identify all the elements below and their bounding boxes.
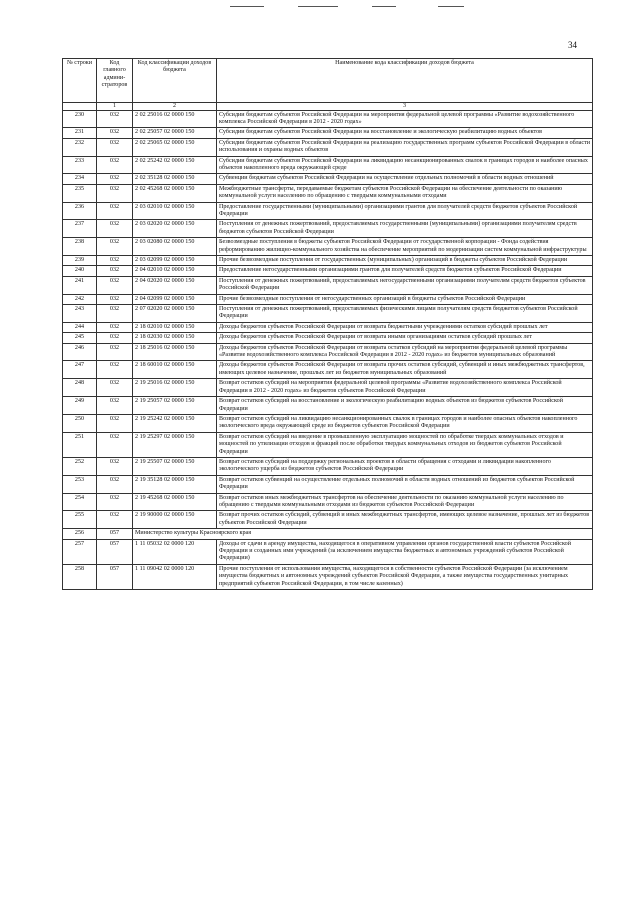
ministry-name: Министерство культуры Красноярского края (133, 529, 593, 539)
column-number (63, 103, 97, 111)
admin-code: 032 (97, 361, 133, 379)
code-name: Предоставление негосударственными организациями грантов для получателей средств бюджетов субъектов Российской Федерации (217, 266, 593, 276)
row-number: 255 (63, 511, 97, 529)
admin-code: 032 (97, 174, 133, 184)
revenue-classification-table (62, 58, 593, 590)
admin-code: 032 (97, 110, 133, 128)
top-rule (230, 6, 264, 7)
table-row (63, 256, 593, 266)
code-name: Возврат остатков иных межбюджетных трансфертов на обеспечение деятельности по оказанию коммунальной услуги населению по обращению с твердыми коммунальными отходами из бюджетов субъектов Российской Федерации (217, 493, 593, 511)
code-name: Субсидии бюджетам субъектов Российской Федерации на ликвидацию несанкционированных свалок в границах городов и наиболее опасных объектов накопленного вреда окружающей среде (217, 156, 593, 174)
row-number: 235 (63, 184, 97, 202)
top-rule (372, 6, 396, 7)
classification-code: 2 04 02020 02 0000 150 (133, 276, 217, 294)
table-row (63, 457, 593, 475)
code-name: Возврат остатков субвенций на осуществление отдельных полномочий в области водных отношений из бюджетов субъектов Российской Федерации (217, 475, 593, 493)
table-row (63, 322, 593, 332)
classification-code: 2 19 25057 02 0000 150 (133, 397, 217, 415)
code-name: Безвозмездные поступления в бюджеты субъектов Российской Федерации от государственной корпорации - Фонда содействия реформированию жилищно-коммунального хозяйства на обеспечение мероприятий по модернизации систем коммунальной инфраструктуры (217, 238, 593, 256)
admin-code: 032 (97, 294, 133, 304)
row-number: 249 (63, 397, 97, 415)
classification-code: 2 03 02099 02 0000 150 (133, 256, 217, 266)
code-name: Предоставление государственными (муниципальными) организациями грантов для получателей средств бюджетов субъектов Российской Федерации (217, 202, 593, 220)
code-name: Прочие безвозмездные поступления от государственных (муниципальных) организаций в бюджеты субъектов Российской Федерации (217, 256, 593, 266)
table-row (63, 361, 593, 379)
table-row (63, 475, 593, 493)
admin-code: 032 (97, 184, 133, 202)
classification-code: 2 07 02020 02 0000 150 (133, 305, 217, 323)
row-number: 237 (63, 220, 97, 238)
code-name: Возврат прочих остатков субсидий, субвенций и иных межбюджетных трансфертов, имеющих целевое назначение, прошлых лет из бюджетов субъектов Российской Федерации (217, 511, 593, 529)
admin-code: 032 (97, 493, 133, 511)
classification-code: 2 19 45268 02 0000 150 (133, 493, 217, 511)
row-number: 230 (63, 110, 97, 128)
classification-code: 2 19 90000 02 0000 150 (133, 511, 217, 529)
classification-code: 2 03 02080 02 0000 150 (133, 238, 217, 256)
classification-code: 1 11 09042 02 0000 120 (133, 564, 217, 589)
table-row (63, 564, 593, 589)
row-number: 231 (63, 128, 97, 138)
admin-code: 057 (97, 529, 133, 539)
row-number: 252 (63, 457, 97, 475)
table-row (63, 493, 593, 511)
row-number: 256 (63, 529, 97, 539)
admin-code: 032 (97, 379, 133, 397)
code-name: Прочие поступления от использования имущества, находящегося в собственности субъектов Российской Федерации (за исключением имущества бюджетных и автономных учреждений субъектов Российской Федерации, а также имущества государственных унитарных предприятий субъектов Российской Федерации, в том числе казенных) (217, 564, 593, 589)
code-name: Субсидии бюджетам субъектов Российской Федерации на мероприятия федеральной целевой программы «Развитие водохозяйственного комплекса Российской Федерации в 2012 - 2020 годах» (217, 110, 593, 128)
row-number: 257 (63, 539, 97, 564)
classification-code: 2 19 25507 02 0000 150 (133, 457, 217, 475)
admin-code: 032 (97, 432, 133, 457)
table-row (63, 397, 593, 415)
row-number: 236 (63, 202, 97, 220)
admin-code: 032 (97, 414, 133, 432)
ministry-row (63, 529, 593, 539)
table-row (63, 333, 593, 343)
admin-code: 032 (97, 256, 133, 266)
table-row (63, 305, 593, 323)
table-row (63, 266, 593, 276)
header-admin-code: Код главного админи-страторов (97, 59, 133, 103)
classification-code: 2 19 25297 02 0000 150 (133, 432, 217, 457)
admin-code: 032 (97, 220, 133, 238)
row-number: 250 (63, 414, 97, 432)
column-number: 3 (217, 103, 593, 111)
classification-code: 2 04 02010 02 0000 150 (133, 266, 217, 276)
admin-code: 032 (97, 475, 133, 493)
classification-code: 2 18 60010 02 0000 150 (133, 361, 217, 379)
classification-code: 2 02 25065 02 0000 150 (133, 138, 217, 156)
classification-code: 2 02 25242 02 0000 150 (133, 156, 217, 174)
row-number: 247 (63, 361, 97, 379)
code-name: Поступления от денежных пожертвований, предоставляемых государственными (муниципальными) организациями получателям средств бюджетов субъектов Российской Федерации (217, 220, 593, 238)
admin-code: 032 (97, 333, 133, 343)
top-rule (438, 6, 464, 7)
admin-code: 032 (97, 305, 133, 323)
column-number-row (63, 103, 593, 111)
classification-code: 2 02 35128 02 0000 150 (133, 174, 217, 184)
admin-code: 032 (97, 138, 133, 156)
admin-code: 032 (97, 128, 133, 138)
code-name: Доходы от сдачи в аренду имущества, находящегося в оперативном управлении органов государственной власти субъектов Российской Федерации и созданных ими учреждений (за исключением имущества бюджетных и автономных учреждений субъектов Российской Федерации) (217, 539, 593, 564)
code-name: Возврат остатков субсидий на введение в промышленную эксплуатацию мощностей по обработке твердых коммунальных отходов и мощностей по утилизации отходов и фракций после обработки твердых коммунальных отходов из бюджетов субъектов Российской Федерации (217, 432, 593, 457)
row-number: 248 (63, 379, 97, 397)
table-row (63, 432, 593, 457)
top-rule (298, 6, 338, 7)
classification-code: 2 02 25016 02 0000 150 (133, 110, 217, 128)
code-name: Прочие безвозмездные поступления от негосударственных организаций в бюджеты субъектов Российской Федерации (217, 294, 593, 304)
code-name: Субсидии бюджетам субъектов Российской Федерации на восстановление и экологическую реабилитацию водных объектов (217, 128, 593, 138)
admin-code: 032 (97, 238, 133, 256)
column-number: 2 (133, 103, 217, 111)
admin-code: 057 (97, 564, 133, 589)
admin-code: 032 (97, 457, 133, 475)
table-row (63, 220, 593, 238)
table-row (63, 238, 593, 256)
table-row (63, 110, 593, 128)
admin-code: 032 (97, 511, 133, 529)
code-name: Доходы бюджетов субъектов Российской Федерации от возврата остатков субсидий на мероприятия федеральной целевой программы «Развитие водохозяйственного комплекса Российской Федерации в 2012 - 2020 годах» из бюджетов муниципальных образований (217, 343, 593, 361)
code-name: Поступления от денежных пожертвований, предоставляемых негосударственными организациями получателям средств бюджетов субъектов Российской Федерации (217, 276, 593, 294)
table-row (63, 379, 593, 397)
code-name: Возврат остатков субсидий на восстановление и экологическую реабилитацию водных объектов из бюджетов субъектов Российской Федерации (217, 397, 593, 415)
code-name: Возврат остатков субсидий на мероприятия федеральной целевой программы «Развитие водохозяйственного комплекса Российской Федерации в 2012 - 2020 годах» из бюджетов субъектов Российской Федерации (217, 379, 593, 397)
code-name: Межбюджетные трансферты, передаваемые бюджетам субъектов Российской Федерации на обеспечение деятельности по оказанию коммунальной услуги населению по обращению с твердыми коммунальными отходами (217, 184, 593, 202)
table-row (63, 156, 593, 174)
admin-code: 032 (97, 397, 133, 415)
admin-code: 032 (97, 156, 133, 174)
row-number: 251 (63, 432, 97, 457)
code-name: Поступления от денежных пожертвований, предоставляемых физическими лицами получателям средств бюджетов субъектов Российской Федерации (217, 305, 593, 323)
table-row (63, 539, 593, 564)
code-name: Субвенции бюджетам субъектов Российской Федерации на осуществление отдельных полномочий в области водных отношений (217, 174, 593, 184)
table-row (63, 511, 593, 529)
code-name: Возврат остатков субсидий на ликвидацию несанкционированных свалок в границах городов и наиболее опасных объектов накопленного экологического вреда окружающей среде из бюджетов субъектов Российской Федерации (217, 414, 593, 432)
admin-code: 032 (97, 266, 133, 276)
code-name: Доходы бюджетов субъектов Российской Федерации от возврата иными организациями остатков субсидий прошлых лет (217, 333, 593, 343)
classification-code: 2 18 02010 02 0000 150 (133, 322, 217, 332)
classification-code: 2 02 25057 02 0000 150 (133, 128, 217, 138)
admin-code: 032 (97, 343, 133, 361)
code-name: Возврат остатков субсидий на поддержку региональных проектов в области обращения с отходами и ликвидации накопленного экологического ущерба из бюджетов субъектов Российской Федерации (217, 457, 593, 475)
classification-code: 2 19 25242 02 0000 150 (133, 414, 217, 432)
classification-code: 2 04 02099 02 0000 150 (133, 294, 217, 304)
row-number: 254 (63, 493, 97, 511)
classification-code: 2 18 02030 02 0000 150 (133, 333, 217, 343)
row-number: 241 (63, 276, 97, 294)
table-row (63, 294, 593, 304)
code-name: Субсидии бюджетам субъектов Российской Федерации на реализацию государственных программ субъектов Российской Федерации в области использования и охраны водных объектов (217, 138, 593, 156)
classification-code: 2 03 02020 02 0000 150 (133, 220, 217, 238)
table-body (63, 110, 593, 590)
header-code-name: Наименование кода классификации доходов бюджета (217, 59, 593, 103)
row-number: 238 (63, 238, 97, 256)
row-number: 245 (63, 333, 97, 343)
row-number: 232 (63, 138, 97, 156)
admin-code: 032 (97, 202, 133, 220)
row-number: 243 (63, 305, 97, 323)
row-number: 258 (63, 564, 97, 589)
admin-code: 057 (97, 539, 133, 564)
table-row (63, 202, 593, 220)
classification-code: 2 18 25016 02 0000 150 (133, 343, 217, 361)
row-number: 240 (63, 266, 97, 276)
row-number: 242 (63, 294, 97, 304)
code-name: Доходы бюджетов субъектов Российской Федерации от возврата бюджетными учреждениями остатков субсидий прошлых лет (217, 322, 593, 332)
table-row (63, 128, 593, 138)
table-row (63, 343, 593, 361)
code-name: Доходы бюджетов субъектов Российской Федерации от возврата прочих остатков субсидий, субвенций и иных межбюджетных трансфертов, имеющих целевое назначение, прошлых лет из бюджетов муниципальных образований (217, 361, 593, 379)
page-number: 34 (568, 40, 577, 50)
table-row (63, 138, 593, 156)
classification-code: 2 19 25016 02 0000 150 (133, 379, 217, 397)
row-number: 234 (63, 174, 97, 184)
classification-code: 2 03 02010 02 0000 150 (133, 202, 217, 220)
row-number: 253 (63, 475, 97, 493)
row-number: 233 (63, 156, 97, 174)
table-row (63, 414, 593, 432)
table-row (63, 276, 593, 294)
row-number: 239 (63, 256, 97, 266)
admin-code: 032 (97, 322, 133, 332)
table-row (63, 184, 593, 202)
classification-code: 1 11 05032 02 0000 120 (133, 539, 217, 564)
row-number: 244 (63, 322, 97, 332)
admin-code: 032 (97, 276, 133, 294)
header-classification-code: Код классификации доходов бюджета (133, 59, 217, 103)
classification-code: 2 19 35128 02 0000 150 (133, 475, 217, 493)
column-number: 1 (97, 103, 133, 111)
classification-code: 2 02 45268 02 0000 150 (133, 184, 217, 202)
row-number: 246 (63, 343, 97, 361)
table-header-row (63, 59, 593, 103)
header-row-number: № строки (63, 59, 97, 103)
table-row (63, 174, 593, 184)
